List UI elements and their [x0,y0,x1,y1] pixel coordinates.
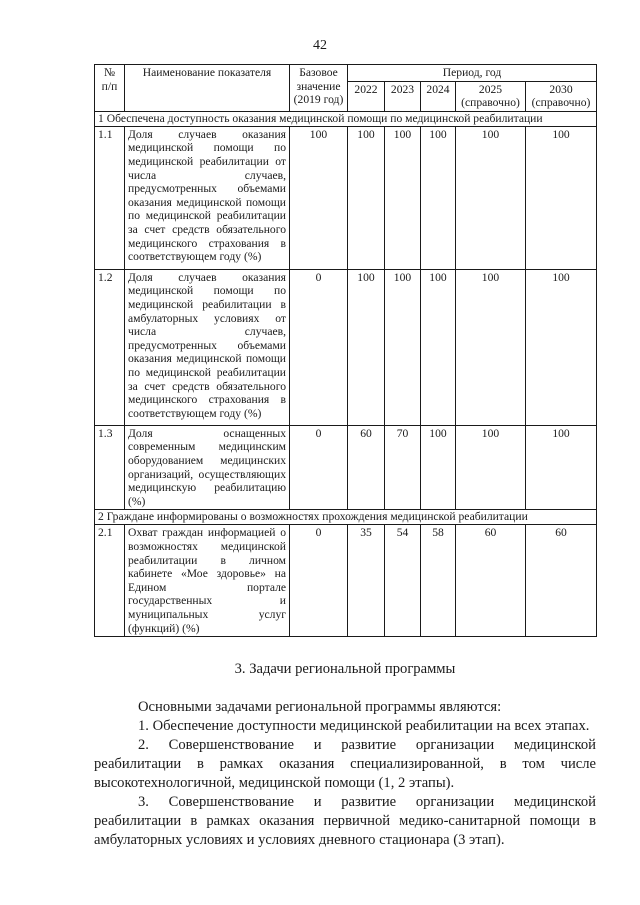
page-number: 42 [313,38,327,53]
header-year-2025: 2025 (справочно) [456,81,526,111]
header-num: № п/п [95,65,125,112]
row-value: 100 [526,269,597,425]
row-num: 1.3 [95,425,125,510]
row-value: 100 [456,126,526,269]
row-num: 1.1 [95,126,125,269]
row-base: 0 [290,425,348,510]
header-period: Период, год [348,65,597,82]
row-value: 100 [348,126,385,269]
section-3 [94,660,596,850]
row-value: 100 [526,126,597,269]
section-heading: 3. Задачи региональной программы [234,661,456,677]
row-value: 100 [456,425,526,510]
table-row [95,126,597,269]
table-header-row [95,65,597,82]
row-name: Доля оснащенных современным медицинским оборудованием медицинских организаций, осуществляющих медицинскую реабилитацию (%) [125,425,290,510]
header-year-2022: 2022 [348,81,385,111]
header-year-2030: 2030 (справочно) [526,81,597,111]
row-value: 100 [421,269,456,425]
paragraph: Основными задачами региональной программы являются: [138,699,502,715]
indicators-table [94,64,597,637]
row-value: 100 [456,269,526,425]
row-value: 100 [385,126,421,269]
row-value: 100 [421,425,456,510]
row-value: 60 [348,425,385,510]
header-name: Наименование показателя [125,65,290,112]
section-row-2 [95,510,597,525]
paragraph: 3. Совершенствование и развитие организации медицинской реабилитации в рамках оказания первичной медико-санитарной помощи в амбулаторных условиях и условиях дневного стационара (3 этап). [94,794,596,848]
table-row [95,269,597,425]
row-base: 100 [290,126,348,269]
row-value: 100 [526,425,597,510]
row-value: 35 [348,525,385,637]
row-value: 100 [385,269,421,425]
row-value: 70 [385,425,421,510]
row-value: 58 [421,525,456,637]
table-row [95,425,597,510]
paragraph: 1. Обеспечение доступности медицинской реабилитации на всех этапах. [138,718,590,734]
row-value: 100 [348,269,385,425]
row-num: 2.1 [95,525,125,637]
header-year-2024: 2024 [421,81,456,111]
section-title: 1 Обеспечена доступность оказания медицинской помощи по медицинской реабилитации [95,111,597,126]
row-name: Доля случаев оказания медицинской помощи по медицинской реабилитации в амбулаторных условиях от числа случаев, предусмотренных объемами оказания медицинской помощи по медицинской реабилитации за счет средств обязательного медицинского страхования в соответствующем году (%) [125,269,290,425]
row-name: Охват граждан информацией о возможностях медицинской реабилитации в личном кабинете «Мое здоровье» на Едином портале государственных и муниципальных услуг (функций) (%) [125,525,290,637]
row-value: 54 [385,525,421,637]
header-year-2023: 2023 [385,81,421,111]
section-row-1 [95,111,597,126]
row-base: 0 [290,525,348,637]
header-base: Базовое значение (2019 год) [290,65,348,112]
table-row [95,525,597,637]
row-num: 1.2 [95,269,125,425]
row-value: 60 [456,525,526,637]
section-title: 2 Граждане информированы о возможностях прохождения медицинской реабилитации [95,510,597,525]
row-base: 0 [290,269,348,425]
paragraph: 2. Совершенствование и развитие организации медицинской реабилитации в рамках оказания специализированной, в том числе высокотехнологичной, медицинской помощи (1, 2 этапы). [94,737,596,791]
row-name: Доля случаев оказания медицинской помощи по медицинской реабилитации от числа случаев, предусмотренных объемами оказания медицинской помощи по медицинской реабилитации за счет средств обязательного медицинского страхования в соответствующем году (%) [125,126,290,269]
row-value: 60 [526,525,597,637]
row-value: 100 [421,126,456,269]
